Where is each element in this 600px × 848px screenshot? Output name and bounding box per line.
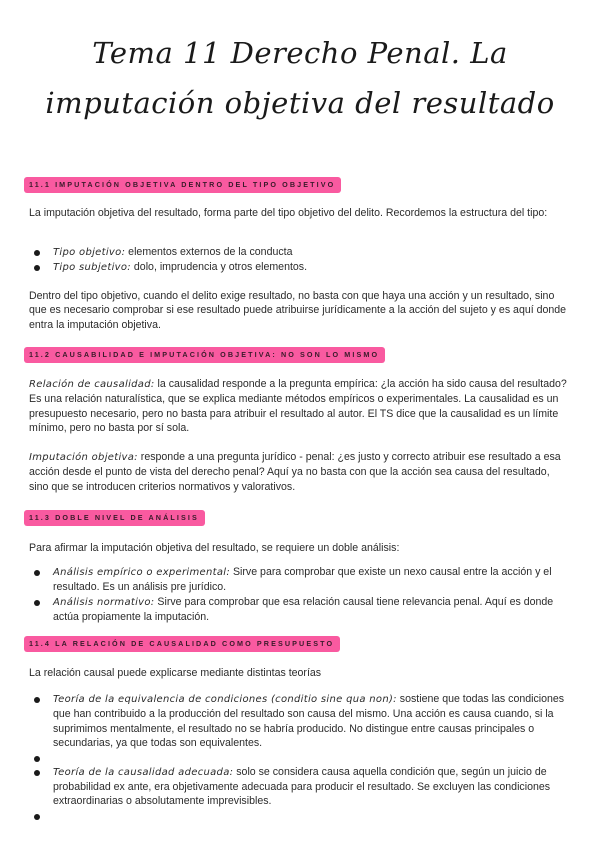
list-item: Tipo subjetivo: dolo, imprudencia y otros elementos. (33, 260, 573, 275)
bullet-icon (34, 697, 40, 703)
section-2-paragraph: Relación de causalidad: la causalidad responde a la pregunta empírica: ¿la acción ha sido causa del resultado? Es una relación naturalística, que se explica mediante métodos empíricos o experimentales. La causalidad es un presupuesto necesario, pero no basta para atribuir el resultado al autor. El TS dice que la causalidad es un límite mínimo, pero no basta por sí sola. (29, 378, 567, 435)
bullet-icon (34, 265, 40, 271)
list-item (33, 809, 573, 823)
list-item: Teoría de la causalidad adecuada: solo se considera causa aquella condición que, según un juicio de probabilidad ex ante, era objetivamente adecuada para producir el resultado. Se excluyen las condiciones extraordinarias o absolutamente imprevisibles. (33, 765, 573, 809)
section-3-intro: Para afirmar la imputación objetiva del resultado, se requiere un doble análisis: (29, 542, 400, 554)
list-item: Teoría de la equivalencia de condiciones (conditio sine qua non): sostiene que todas las condiciones que han contribuido a la producción del resultado son causa del mismo. Una acción es causa cuando, si la suprimimos mentalmente, el resultado no se habría producido. No distingue entre causas principales o secundarias, ya que todas son equivalentes. (33, 692, 573, 751)
list-item: Análisis empírico o experimental: Sirve para comprobar que existe un nexo causal entre la acción y el resultado. Es un análisis pre jurídico. (33, 565, 573, 595)
list-item: Tipo objetivo: elementos externos de la conducta (33, 245, 573, 260)
page-title: Tema 11 Derecho Penal. La imputación objetiva del resultado (45, 36, 555, 120)
section-heading-1: 11.1 IMPUTACIÓN OBJETIVA DENTRO DEL TIPO OBJETIVO (24, 177, 341, 193)
list-item (33, 751, 573, 765)
list-item: Análisis normativo: Sirve para comprobar que esa relación causal tiene relevancia penal. Aquí es donde actúa propiamente la imputación. (33, 595, 573, 625)
bullet-icon (34, 600, 40, 606)
bullet-icon (34, 770, 40, 776)
section-heading-2: 11.2 CAUSABILIDAD E IMPUTACIÓN OBJETIVA: NO SON LO MISMO (24, 347, 385, 363)
bullet-icon (34, 756, 40, 762)
bullet-icon (34, 814, 40, 820)
bullet-icon (34, 570, 40, 576)
section-1-intro: La imputación objetiva del resultado, forma parte del tipo objetivo del delito. Recordemos la estructura del tipo: (29, 207, 548, 219)
section-heading-4: 11.4 LA RELACIÓN DE CAUSALIDAD COMO PRESUPUESTO (24, 636, 340, 652)
section-1-closing: Dentro del tipo objetivo, cuando el delito exige resultado, no basta con que haya una acción y un resultado, sino que es necesario comprobar si ese resultado puede atribuirse jurídicamente a la acción del sujeto y es aquí donde entra la imputación objetiva. (29, 290, 567, 331)
section-3-list (33, 565, 573, 625)
section-2-paragraph: Imputación objetiva: responde a una pregunta jurídico - penal: ¿es justo y correcto atribuir ese resultado a esa acción desde el punto de vista del derecho penal? Aquí ya no basta con que la acción sea causa del resultado, sino que se introducen criterios normativos y valorativos. (29, 451, 561, 493)
section-4-list (33, 692, 573, 823)
section-4-intro: La relación causal puede explicarse mediante distintas teorías (29, 667, 322, 679)
bullet-icon (34, 250, 40, 256)
section-heading-3: 11.3 DOBLE NIVEL DE ANÁLISIS (24, 510, 205, 526)
section-1-list (33, 245, 573, 276)
